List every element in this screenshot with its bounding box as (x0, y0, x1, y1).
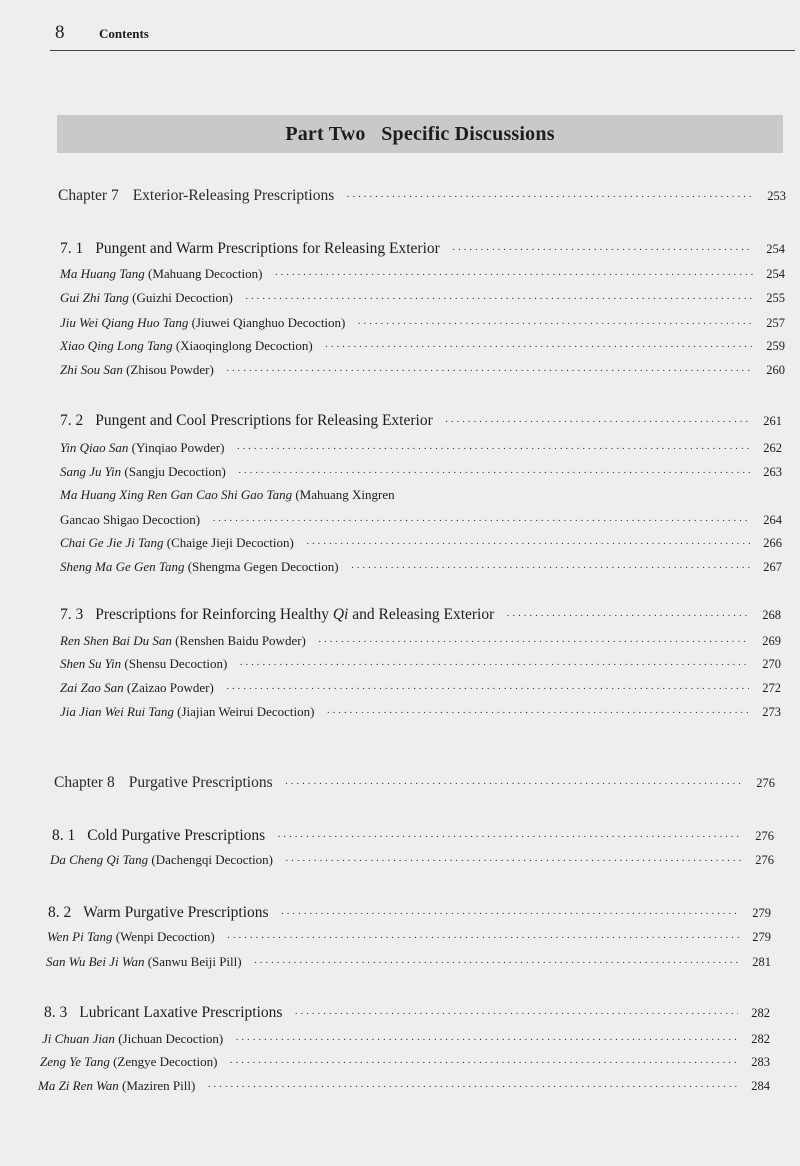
toc-entry[interactable] (60, 290, 785, 306)
section-number: 8. 3 (44, 1004, 68, 1021)
entry-pinyin: Wen Pi Tang (47, 929, 113, 944)
page-ref: 273 (762, 705, 781, 719)
page-ref: 262 (763, 441, 782, 455)
entry-english: (Dachengqi Decoction) (151, 852, 274, 867)
page-ref: 282 (751, 1032, 770, 1046)
dot-leader (452, 244, 753, 256)
chapter-number: Chapter 8 (54, 774, 115, 791)
dot-leader (245, 293, 753, 305)
section-number: 7. 2 (60, 412, 84, 429)
running-head-title: Contents (99, 26, 149, 41)
entry-english: (Mahuang Decoction) (148, 266, 263, 281)
dot-leader (318, 636, 749, 648)
page-ref: 283 (751, 1055, 770, 1069)
entry-pinyin: Xiao Qing Long Tang (60, 338, 173, 353)
dot-leader (285, 855, 742, 867)
entry-english: (Mahuang Xingren (295, 487, 395, 502)
entry-english: (Jiuwei Qianghuo Decoction) (191, 315, 346, 330)
entry-pinyin: Sheng Ma Ge Gen Tang (60, 559, 185, 574)
entry-pinyin: Sang Ju Yin (60, 464, 122, 479)
header-rule (50, 50, 795, 51)
page-ref: 255 (766, 291, 785, 305)
entry-pinyin: Jia Jian Wei Rui Tang (60, 704, 174, 719)
toc-entry[interactable] (42, 1031, 770, 1047)
toc-entry[interactable] (60, 362, 785, 378)
page-ref: 281 (752, 955, 771, 969)
toc-section-7-1[interactable] (60, 240, 785, 258)
entry-pinyin: Ma Zi Ren Wan (38, 1078, 119, 1093)
section-title: Lubricant Laxative Prescriptions (79, 1004, 283, 1021)
dot-leader (351, 562, 750, 574)
entry-english: (Chaige Jieji Decoction) (166, 535, 294, 550)
page-ref: 269 (762, 634, 781, 648)
page-ref: 259 (766, 339, 785, 353)
dot-leader (227, 932, 739, 944)
entry-pinyin: San Wu Bei Ji Wan (46, 954, 145, 969)
toc-entry-line1[interactable] (60, 487, 395, 503)
page-ref: 253 (767, 189, 786, 203)
entry-english: (Maziren Pill) (122, 1078, 196, 1093)
chapter-number: Chapter 7 (58, 187, 119, 204)
toc-entry[interactable] (40, 1054, 770, 1070)
entry-english: Gancao Shigao Decoction) (60, 512, 201, 527)
toc-entry-line2[interactable] (60, 512, 782, 528)
page-ref: 254 (766, 267, 785, 281)
toc-section-7-3[interactable] (60, 606, 781, 624)
dot-leader (281, 908, 739, 920)
dot-leader (294, 1008, 738, 1020)
entry-english: (Sanwu Beiji Pill) (147, 954, 242, 969)
entry-pinyin: Gui Zhi Tang (60, 290, 129, 305)
entry-pinyin: Ji Chuan Jian (42, 1031, 115, 1046)
toc-entry[interactable] (60, 704, 781, 720)
toc-chapter-7[interactable] (58, 187, 786, 205)
dot-leader (238, 467, 750, 479)
entry-english: (Shengma Gegen Decoction) (187, 559, 339, 574)
page-ref: 272 (762, 681, 781, 695)
entry-pinyin: Chai Ge Jie Ji Tang (60, 535, 164, 550)
entry-english: (Wenpi Decoction) (115, 929, 215, 944)
page-ref: 263 (763, 465, 782, 479)
entry-pinyin: Shen Su Yin (60, 656, 122, 671)
toc-entry[interactable] (50, 852, 774, 868)
toc-entry[interactable] (60, 559, 782, 575)
toc-section-7-2[interactable] (60, 412, 782, 430)
section-title-post: and Releasing Exterior (352, 606, 495, 623)
entry-pinyin: Yin Qiao San (60, 440, 129, 455)
page-ref: 279 (752, 906, 771, 920)
entry-pinyin: Zhi Sou San (60, 362, 123, 377)
section-title: Pungent and Warm Prescriptions for Releasing Exterior (95, 240, 440, 257)
dot-leader (226, 365, 753, 377)
toc-entry[interactable] (60, 680, 781, 696)
toc-section-8-2[interactable] (48, 904, 771, 922)
section-title-italic: Qi (332, 606, 349, 623)
page-ref: 276 (755, 829, 774, 843)
entry-pinyin: Jiu Wei Qiang Huo Tang (60, 315, 189, 330)
part-label: Part Two (285, 122, 366, 145)
toc-section-8-3[interactable] (44, 1004, 770, 1022)
toc-section-8-1[interactable] (52, 827, 774, 845)
section-title-pre: Prescriptions for Reinforcing Healthy (95, 606, 329, 623)
entry-english: (Zhisou Powder) (126, 362, 214, 377)
entry-pinyin: Ma Huang Tang (60, 266, 145, 281)
entry-english: (Renshen Baidu Powder) (175, 633, 306, 648)
toc-entry[interactable] (60, 315, 785, 331)
toc-entry[interactable] (46, 954, 771, 970)
dot-leader (357, 318, 753, 330)
page-ref: 282 (751, 1006, 770, 1020)
dot-leader (235, 1034, 738, 1046)
toc-entry[interactable] (60, 440, 782, 456)
entry-pinyin: Da Cheng Qi Tang (50, 852, 149, 867)
dot-leader (212, 515, 750, 527)
page-ref: 254 (766, 242, 785, 256)
section-title: Cold Purgative Prescriptions (87, 827, 266, 844)
dot-leader (229, 1057, 738, 1069)
entry-english: (Zengye Decoction) (113, 1054, 218, 1069)
page-ref: 276 (755, 853, 774, 867)
dot-leader (445, 416, 750, 428)
page-ref: 264 (763, 513, 782, 527)
toc-entry[interactable] (60, 266, 785, 282)
chapter-title: Exterior-Releasing Prescriptions (132, 187, 335, 204)
toc-entry[interactable] (60, 535, 782, 551)
dot-leader (277, 831, 742, 843)
dot-leader (506, 610, 749, 622)
page-ref: 267 (763, 560, 782, 574)
dot-leader (346, 191, 754, 203)
dot-leader (226, 683, 749, 695)
page-ref: 284 (751, 1079, 770, 1093)
page-ref: 261 (763, 414, 782, 428)
page-ref: 276 (756, 776, 775, 790)
running-head (55, 22, 149, 44)
part-banner (57, 115, 783, 153)
part-title: Specific Discussions (381, 122, 555, 145)
entry-english: (Jiajian Weirui Decoction) (177, 704, 315, 719)
dot-leader (306, 538, 750, 550)
dot-leader (239, 659, 749, 671)
dot-leader (285, 778, 743, 790)
dot-leader (207, 1081, 738, 1093)
page-number: 8 (55, 22, 65, 43)
entry-english: (Shensu Decoction) (124, 656, 228, 671)
page-ref: 268 (762, 608, 781, 622)
toc-entry[interactable] (47, 929, 771, 945)
dot-leader (274, 269, 753, 281)
toc-entry[interactable] (60, 656, 781, 672)
entry-pinyin: Zai Zao San (60, 680, 124, 695)
section-number: 7. 1 (60, 240, 84, 257)
toc-chapter-8[interactable] (54, 774, 775, 792)
entry-english: (Yinqiao Powder) (131, 440, 225, 455)
dot-leader (254, 957, 739, 969)
chapter-title: Purgative Prescriptions (128, 774, 273, 791)
entry-pinyin: Zeng Ye Tang (40, 1054, 110, 1069)
toc-entry[interactable] (38, 1078, 770, 1094)
page-ref: 257 (766, 316, 785, 330)
page-ref: 270 (762, 657, 781, 671)
section-number: 8. 2 (48, 904, 72, 921)
entry-english: (Xiaoqinglong Decoction) (175, 338, 313, 353)
toc-entry[interactable] (60, 633, 781, 649)
section-number: 8. 1 (52, 827, 76, 844)
section-title: Pungent and Cool Prescriptions for Releasing Exterior (95, 412, 433, 429)
toc-entry[interactable] (60, 338, 785, 354)
dot-leader (326, 707, 749, 719)
entry-pinyin: Ren Shen Bai Du San (60, 633, 172, 648)
dot-leader (325, 341, 753, 353)
toc-entry[interactable] (60, 464, 782, 480)
page-ref: 266 (763, 536, 782, 550)
section-title: Warm Purgative Prescriptions (83, 904, 269, 921)
page-ref: 260 (766, 363, 785, 377)
entry-pinyin: Ma Huang Xing Ren Gan Cao Shi Gao Tang (60, 487, 293, 502)
entry-english: (Guizhi Decoction) (132, 290, 233, 305)
entry-english: (Sangju Decoction) (124, 464, 226, 479)
entry-english: (Jichuan Decoction) (118, 1031, 224, 1046)
section-number: 7. 3 (60, 606, 84, 623)
page-ref: 279 (752, 930, 771, 944)
dot-leader (236, 443, 750, 455)
entry-english: (Zaizao Powder) (126, 680, 214, 695)
